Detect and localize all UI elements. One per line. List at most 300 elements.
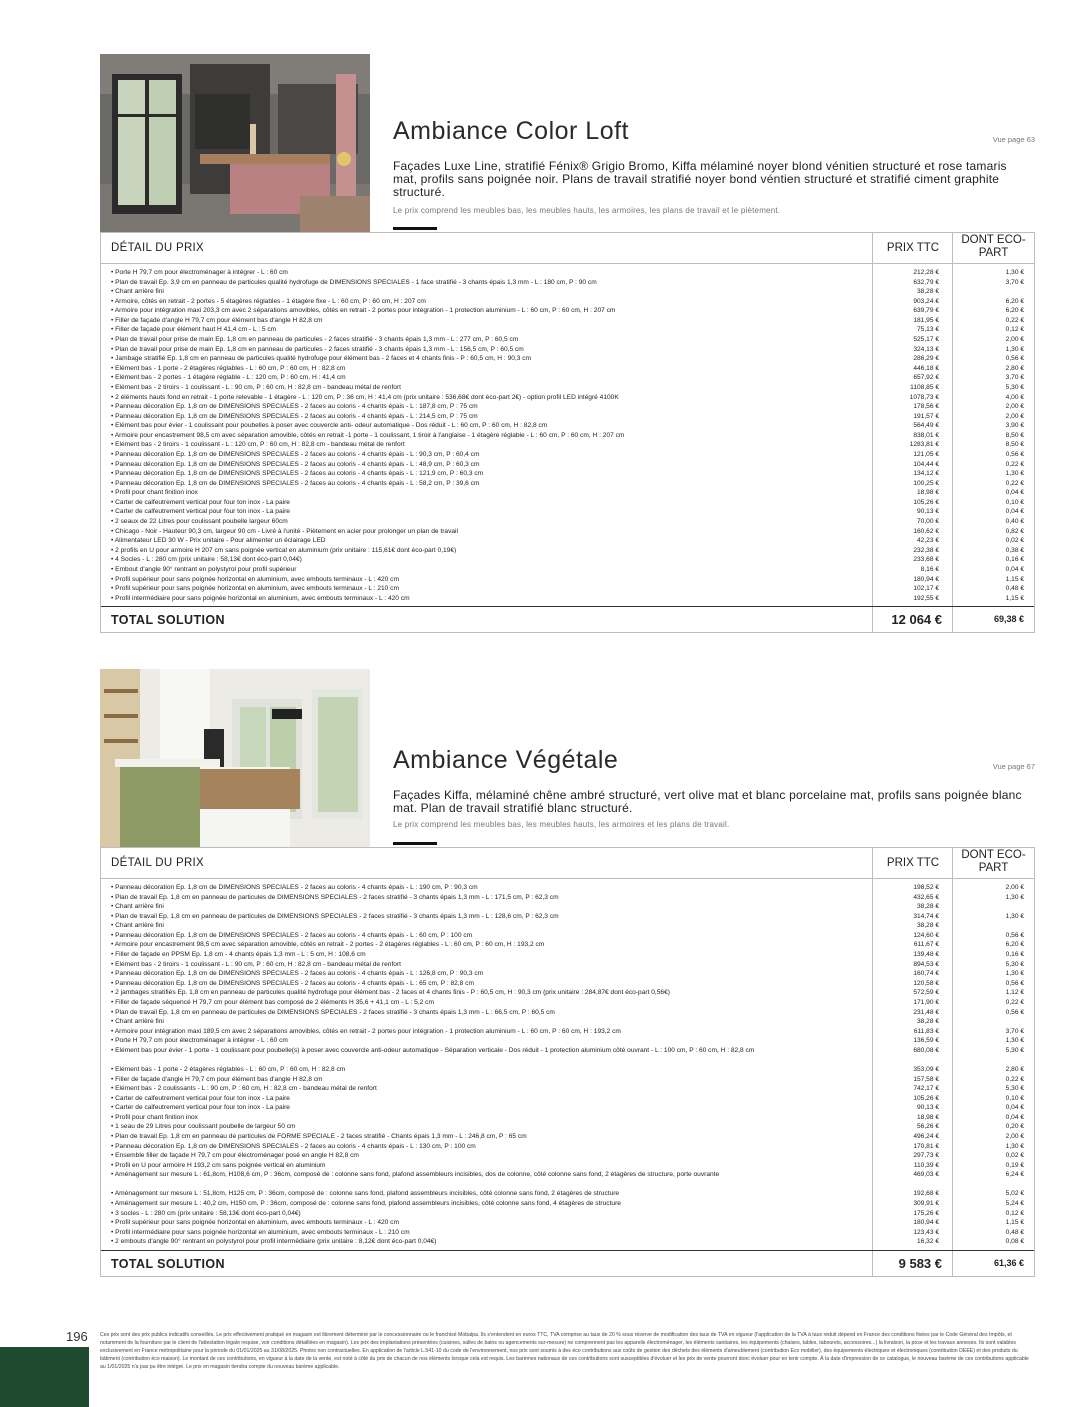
table-row [101,902,1034,912]
table-row [101,960,1034,970]
row-description: • Alimentateur LED 30 W - Prix unitaire - Pour alimenter un éclairage LED [111,537,326,545]
row-price: 123,43 € [913,1228,939,1236]
row-eco-part: 2,00 € [1005,412,1024,420]
row-description: • 2 jambages stratifiés Ep. 1,8 cm en panneau de particules qualité hydrofuge pour élément bas - 2 faces et 4 chants finis - P : 60,5 cm, H : 90,3 cm (prix unitaire : 284,87€ dont éco-part 0,56€) [111,989,670,997]
table-row [101,940,1034,950]
row-eco-part: 0,10 € [1005,498,1024,506]
row-description: • Elément bas - 2 tiroirs - 1 coulissant - L : 120 cm, P : 60 cm, H : 82,8 cm - bandeau métal de renfort [111,441,405,449]
row-description: • Ensemble filler de façade H 79,7 cm pour électroménager posé en angle H 82,8 cm [111,1152,359,1160]
row-description: • Plan de travail Ep. 1,8 cm en panneau de particules de FORME SPECIALE - 2 faces stratifié - Chants épais 1,3 mm - L : 246,8 cm, P : 65 cm [111,1132,527,1140]
row-description: • Porte H 79,7 cm pour électroménager à intégrer - L : 60 cm [111,269,288,276]
row-price: 233,68 € [913,556,939,564]
table-row [101,373,1034,383]
row-eco-part: 0,56 € [1005,1008,1024,1016]
table-row [101,383,1034,393]
row-price: 231,48 € [913,1008,939,1016]
header-price: PRIX TTC [872,233,953,263]
row-eco-part: 5,02 € [1005,1190,1024,1198]
row-eco-part: 1,30 € [1005,1142,1024,1150]
table-row [101,354,1034,364]
table-row [101,335,1034,345]
table-row [101,1075,1034,1085]
row-eco-part: 0,56 € [1005,931,1024,939]
row-eco-part: 1,30 € [1005,893,1024,901]
row-eco-part: 0,22 € [1005,460,1024,468]
row-eco-part: 6,20 € [1005,941,1024,949]
header-eco-part: DONT ECO-PART [952,233,1034,263]
row-eco-part: 0,16 € [1005,951,1024,959]
table-row [101,893,1034,903]
table-row [101,998,1034,1008]
row-price: 1283,81 € [909,441,939,449]
row-description: • Chant arrière fini [111,288,164,296]
row-description: • Armoire pour encastrement 98,5 cm avec séparation amovible, côtés en retrait -1 porte - 1 coulissant, 1 tiroir à l'anglaise - 1 étagère réglable - L : 60 cm, P : 60 cm, H : 207 cm [111,431,625,439]
table-row [101,488,1034,498]
row-description: • Panneau décoration Ep. 1,8 cm de DIMENSIONS SPECIALES - 2 faces au coloris - 4 chants épais - L : 126,8 cm, P : 90,3 cm [111,970,484,978]
table-row [101,498,1034,508]
row-price: 104,44 € [913,460,939,468]
row-eco-part: 6,24 € [1005,1171,1024,1179]
row-eco-part: 2,00 € [1005,336,1024,344]
row-eco-part: 0,56 € [1005,355,1024,363]
table-header [101,233,1034,264]
row-price: 38,28 € [917,903,939,911]
row-price: 8,16 € [920,565,939,573]
table-row [101,1132,1034,1142]
row-eco-part: 0,38 € [1005,546,1024,554]
row-description: • Panneau décoration Ep. 1,8 cm de DIMENSIONS SPECIALES - 2 faces au coloris - 4 chants épais - L : 190 cm, P : 90,3 cm [111,884,478,891]
table-row [101,1008,1034,1018]
table-row [101,412,1034,422]
table-row [101,584,1034,594]
price-note: Le prix comprend les meubles bas, les meubles hauts, les armoires, les plans de travail et le piètement. [393,206,781,215]
table-row [101,325,1034,335]
row-price: 136,59 € [913,1037,939,1045]
page-number: 196 [66,1329,88,1344]
row-price: 286,29 € [913,355,939,363]
row-eco-part: 0,10 € [1005,1094,1024,1102]
row-eco-part: 0,56 € [1005,450,1024,458]
row-eco-part: 5,30 € [1005,1046,1024,1054]
row-price: 18,98 € [917,489,939,497]
row-price: 18,98 € [917,1113,939,1121]
table-total [101,1251,1034,1276]
row-description: • Profil en U pour armoire H 193,2 cm sans poignée vertical en aluminium [111,1161,326,1169]
row-description: • Armoire pour intégration maxi 189,5 cm avec 2 séparations amovibles, côtés en retrait - 2 portes pour intégration - 1 protection aluminium - L : 60 cm, P : 60 cm, H : 193,2 cm [111,1027,621,1035]
table-row [101,507,1034,517]
row-eco-part: 1,15 € [1005,1219,1024,1227]
row-price: 680,08 € [913,1046,939,1054]
row-price: 170,81 € [913,1142,939,1150]
table-row [101,1189,1034,1199]
table-row [101,1218,1034,1228]
table-row [101,1017,1034,1027]
row-price: 139,48 € [913,951,939,959]
row-description: • Plan de travail Ep. 1,8 cm en panneau de particules de DIMENSIONS SPECIALES - 2 faces stratifié - 3 chants épais 1,3 mm - L : 66,5 cm, P : 60,5 cm [111,1008,555,1016]
row-price: 121,05 € [913,450,939,458]
row-price: 38,28 € [917,1018,939,1026]
row-price: 742,17 € [913,1085,939,1093]
price-table [100,847,1035,1277]
row-price: 572,59 € [913,989,939,997]
row-price: 110,39 € [913,1161,939,1169]
table-row [101,278,1034,288]
table-row [101,1170,1034,1189]
table-row [101,1151,1034,1161]
row-price: 838,01 € [913,431,939,439]
table-row [101,479,1034,489]
total-label: TOTAL SOLUTION [111,613,225,628]
table-row [101,450,1034,460]
row-eco-part: 5,30 € [1005,383,1024,391]
row-description: • Panneau décoration Ep. 1,8 cm de DIMENSIONS SPECIALES - 2 faces au coloris - 4 chants épais - L : 214,5 cm, P : 75 cm [111,412,478,420]
row-description: • Plan de travail Ep. 1,8 cm en panneau de particules de DIMENSIONS SPECIALES - 2 faces stratifié - 3 chants épais 1,3 mm - L : 128,6 cm, P : 62,3 cm [111,912,559,920]
section-title: Ambiance Végétale [393,746,619,774]
kitchen-photo-color-loft [100,54,370,232]
row-eco-part: 0,40 € [1005,518,1024,526]
row-price: 525,17 € [913,336,939,344]
row-price: 160,62 € [913,527,939,535]
row-description: • 3 socles - L : 280 cm (prix unitaire : 58,13€ dont éco-part 0,04€) [111,1209,301,1217]
row-description: • Profil pour chant finition inox [111,489,198,497]
table-body [101,264,1034,607]
row-eco-part: 8,50 € [1005,441,1024,449]
row-eco-part: 0,22 € [1005,1075,1024,1083]
row-description: • 2 éléments hauts fond en retrait - 1 porte relevable - 1 étagère - L : 120 cm, P : 36 cm, H : 41,4 cm (prix unitaire : 536,68€ dont éco-part 2€) - option profil LED intégré 4100K [111,393,619,401]
row-price: 297,73 € [913,1152,939,1160]
price-note: Le prix comprend les meubles bas, les meubles hauts, les armoires et les plans de travail. [393,820,730,829]
row-description: • Panneau décoration Ep. 1,8 cm de DIMENSIONS SPECIALES - 2 faces au coloris - 4 chants épais - L : 90,3 cm, P : 60,4 cm [111,450,480,458]
row-description: • Armoire pour encastrement 98,5 cm avec séparation amovible, côtés en retrait - 2 portes - 2 étagères réglables - L : 60 cm, P : 60 cm, H : 193,2 cm [111,941,545,949]
header-eco-part: DONT ECO-PART [952,848,1034,878]
table-row [101,1209,1034,1219]
table-body [101,879,1034,1251]
row-description: • Carter de calfeutrement vertical pour four ton inox - La paire [111,1104,290,1112]
row-description: • Panneau décoration Ep. 1,8 cm de DIMENSIONS SPECIALES - 2 faces au coloris - 4 chants épais - L : 130 cm, P : 100 cm [111,1142,476,1150]
row-description: • Panneau décoration Ep. 1,8 cm de DIMENSIONS SPECIALES - 2 faces au coloris - 4 chants épais - L : 65 cm, P : 82,8 cm [111,979,474,987]
row-price: 894,53 € [913,960,939,968]
row-description: • Filler de façade d'angle H 79,7 cm pour élément bas d'angle H 82,8 cm [111,1075,323,1083]
table-row [101,1142,1034,1152]
row-eco-part: 0,48 € [1005,585,1024,593]
row-description: • Panneau décoration Ep. 1,8 cm de DIMENSIONS SPECIALES - 2 faces au coloris - 4 chants épais - L : 187,8 cm, P : 75 cm [111,403,478,411]
row-eco-part: 0,04 € [1005,1113,1024,1121]
row-description: • Elément bas - 2 coulissants - L : 90 cm, P : 60 cm, H : 82,8 cm - bandeau métal de renfort [111,1085,377,1093]
row-description: • Filler de façade d'angle H 79,7 cm pour élément bas d'angle H 82,8 cm [111,316,323,324]
row-eco-part: 1,15 € [1005,594,1024,602]
row-description: • 4 Socles - L : 280 cm (prix unitaire : 58,13€ dont éco-part 0,04€) [111,556,302,564]
row-price: 314,74 € [913,912,939,920]
row-eco-part: 0,20 € [1005,1123,1024,1131]
row-price: 657,92 € [913,374,939,382]
row-description: • Armoire pour intégration maxi 203,3 cm avec 2 séparations amovibles, côtés en retrait - 2 portes pour intégration - 1 protection aluminium - L : 60 cm, P : 60 cm, H : 207 cm [111,307,616,315]
row-eco-part: 0,02 € [1005,537,1024,545]
row-description: • Chicago - Noir - Hauteur 90,3 cm, largeur 90 cm - Livré à l'unité - Piètement en acier pour prolonger un plan de travail [111,527,458,535]
row-price: 324,13 € [913,345,939,353]
row-eco-part: 0,82 € [1005,527,1024,535]
page-reference: Vue page 63 [992,135,1035,144]
table-row [101,1094,1034,1104]
row-description: • Plan de travail Ep. 1,8 cm en panneau de particules de DIMENSIONS SPECIALES - 2 faces stratifié - 3 chants épais 1,3 mm - L : 171,5 cm, P : 62,3 cm [111,893,559,901]
table-row [101,988,1034,998]
row-description: • 2 profils en U pour armoire H 207 cm sans poignée vertical en aluminium (prix unitaire : 115,61€ dont éco-part 0,19€) [111,546,457,554]
total-eco-part: 69,38 € [952,607,1034,632]
table-row [101,297,1034,307]
section-description: Façades Luxe Line, stratifié Fénix® Grigio Bromo, Kiffa mélaminé noyer blond vénitien structuré et rose tamaris mat, profils sans poignée noir. Plans de travail stratifié noyer bond véntien structuré et stratifié ciment graphite structuré. [393,159,1007,199]
table-row [101,1103,1034,1113]
row-price: 353,09 € [913,1065,939,1073]
total-price: 12 064 € [872,607,952,632]
row-price: 432,65 € [913,893,939,901]
row-eco-part: 0,12 € [1005,1209,1024,1217]
row-description: • Aménagement sur mesure L : 51,8cm, H125 cm, P : 36cm, composé de : colonne sans fond, plafond assembleurs incisibles, côté colonne sans fond, 2 étagères de structure [111,1190,620,1198]
row-description: • Armoire, côtés en retrait - 2 portes - 5 étagères réglables - 1 étagère fixe - L : 60 cm, P : 60 cm, H : 207 cm [111,297,426,305]
row-eco-part: 0,08 € [1005,1238,1024,1246]
table-row [101,1046,1034,1065]
table-row [101,1237,1034,1247]
table-row [101,883,1034,893]
row-eco-part: 0,19 € [1005,1161,1024,1169]
row-price: 75,13 € [917,326,939,334]
row-eco-part: 0,12 € [1005,326,1024,334]
row-price: 180,94 € [913,1219,939,1227]
row-description: • 2 embouts d'angle 90° rentrant en polystyrol pour profil intermédiaire (prix unitaire : 8,12€ dont éco-part 0,04€) [111,1238,437,1246]
row-eco-part: 0,04 € [1005,489,1024,497]
table-row [101,1228,1034,1238]
row-description: • Aménagement sur mesure L : 40,2 cm, H150 cm, P : 36cm, composé de : colonne sans fond, plafond assembleurs incisibles, côté colonne sans fond, 4 étagères de structure [111,1199,621,1207]
row-eco-part: 5,30 € [1005,1085,1024,1093]
row-price: 38,28 € [917,288,939,296]
row-eco-part: 1,30 € [1005,470,1024,478]
row-eco-part: 0,04 € [1005,1104,1024,1112]
table-total [101,607,1034,632]
table-row [101,1036,1034,1046]
row-price: 192,55 € [913,594,939,602]
row-eco-part: 0,48 € [1005,1228,1024,1236]
table-row [101,345,1034,355]
legal-footnote: Ces prix sont des prix publics indicatifs conseillés. Le prix effectivement pratiqué en magasin est librement déterminé par le concessionnaire ou le franchisé Mobalpa. Ils s'entendent en euros TTC, TVA comprise au taux de 20 % sous réserve de modification des taux de TVA en vigueur (l'application de la TVA à taux réduit dépend en France des conditions fixées par le Code Général des Impôts, et notamment de la fourniture par le client de l'attestation légale requise, voir conditions détaillées en magasin). Les prix des implantations présentées (cuisines, salles de bains ou agencements sur-mesure) ne comprennent pas les appareils électroménager, les éléments sanitaires, les équipements (chaises, tables, tabourets, accessoires...) la livraison, la pose et les travaux annexes. Ils sont valables exclusivement en France métropolitaine pour la période du 01/01/2025 au 31/08/2025. Photos non contractuelles. En application de l'article L.541-10 du code de l'environnement, nos prix sont soumis à des éco contributions aux coûts de gestion des déchets des éléments d'ameublement (contribution Eco mobilier), des équipements électriques et électroniques (contribution DEEE) et des produits du bâtiment (contribution éco maison). Le montant de ces contributions, en vigueur à la date de la vente, est noté à côté du prix de chacun de nos éléments lorsque cela est requis. Les barèmes nationaux de ces contributions sont susceptibles d'évoluer et les prix de vente pourront donc évoluer pour en tenir compte. À la date d'impression de ce catalogue, le nouveau barème de ces contributions applicable au 1/01/2025 n'a pas pu être intégré. Le prix en magasin tiendra compte du nouveau barème applicable. [100,1332,1029,1370]
row-price: 105,26 € [913,1094,939,1102]
row-eco-part: 3,70 € [1005,1027,1024,1035]
row-eco-part: 5,24 € [1005,1199,1024,1207]
row-price: 446,18 € [913,364,939,372]
row-description: • Jambage stratifié Ep. 1,8 cm en panneau de particules qualité hydrofuge pour élément bas - 2 faces et 4 chants finis - P : 60,5 cm, H : 90,3 cm [111,355,532,363]
row-eco-part: 8,50 € [1005,431,1024,439]
row-eco-part: 1,30 € [1005,269,1024,276]
table-row [101,950,1034,960]
row-eco-part: 2,80 € [1005,364,1024,372]
title-rule [393,227,437,230]
row-price: 212,28 € [913,269,939,276]
row-price: 469,03 € [913,1171,939,1179]
row-description: • Plan de travail pour prise de main Ep. 1,8 cm en panneau de particules - 2 faces stratifié - 3 chants épais 1,3 mm - L : 156,5 cm, P : 60,5 cm [111,345,524,353]
table-row [101,565,1034,575]
row-eco-part: 1,30 € [1005,912,1024,920]
table-row [101,1199,1034,1209]
row-description: • Filler de façade pour élément haut H 41,4 cm - L : 5 cm [111,326,277,334]
row-price: 178,56 € [913,403,939,411]
row-eco-part: 1,30 € [1005,1037,1024,1045]
table-row [101,287,1034,297]
row-eco-part: 0,22 € [1005,316,1024,324]
row-price: 160,74 € [913,970,939,978]
row-eco-part: 3,70 € [1005,278,1024,286]
row-price: 496,24 € [913,1132,939,1140]
row-price: 16,32 € [917,1238,939,1246]
total-label: TOTAL SOLUTION [111,1256,225,1271]
row-eco-part: 6,20 € [1005,297,1024,305]
row-description: • 2 seaux de 22 Litres pour coulissant poubelle largeur 60cm [111,518,288,526]
row-eco-part: 1,12 € [1005,989,1024,997]
table-row [101,1122,1034,1132]
row-price: 180,94 € [913,575,939,583]
total-price: 9 583 € [872,1251,952,1276]
row-eco-part: 0,02 € [1005,1152,1024,1160]
table-row [101,306,1034,316]
table-row [101,536,1034,546]
table-row [101,440,1034,450]
row-price: 70,00 € [917,518,939,526]
row-description: • Chant arrière fini [111,922,164,930]
table-row [101,594,1034,604]
row-description: • Elément bas - 2 portes - 1 étagère réglable - L : 120 cm, P : 60 cm, H : 41,4 cm [111,374,346,382]
row-description: • Carter de calfeutrement vertical pour four ton inox - La paire [111,508,290,516]
row-description: • Panneau décoration Ep. 1,8 cm de DIMENSIONS SPECIALES - 2 faces au coloris - 4 chants épais - L : 121,9 cm, P : 60,3 cm [111,470,484,478]
row-description: • Profil intermédiaire pour sans poignée horizontal en aluminium, avec embouts terminaux - L : 210 cm [111,1228,410,1236]
row-description: • Elément bas - 2 tiroirs - 1 coulissant - L : 90 cm, P : 60 cm, H : 82,8 cm - bandeau métal de renfort [111,383,401,391]
header-detail: DÉTAIL DU PRIX [111,857,205,869]
row-description: • Elément bas pour évier - 1 porte - 1 coulissant pour poubelle(s) à poser avec couvercle anti-odeur automatique - Séparation verticale - Dos réduit - 1 protection aluminium côté ouvrant - L : 100 cm, P : 60 cm, H : 82,8 cm [111,1046,755,1054]
section-title: Ambiance Color Loft [393,117,630,145]
row-description: • Filler de façade en PPSM Ep. 1,8 cm - 4 chants épais 1,3 mm - L : 5 cm, H : 108,6 cm [111,951,366,959]
row-eco-part: 0,04 € [1005,508,1024,516]
row-price: 192,68 € [913,1190,939,1198]
row-eco-part: 2,00 € [1005,403,1024,411]
row-description: • Chant arrière fini [111,903,164,911]
row-price: 232,38 € [913,546,939,554]
row-description: • Profil supérieur pour sans poignée horizontal en aluminium, avec embouts terminaux - L : 420 cm [111,1219,399,1227]
row-price: 191,57 € [913,412,939,420]
table-row [101,527,1034,537]
row-eco-part: 2,00 € [1005,1132,1024,1140]
section-description: Façades Kiffa, mélaminé chêne ambré structuré, vert olive mat et blanc porcelaine mat, profils sans poignée blanc mat. Plan de travail stratifié blanc structuré. [393,788,1022,815]
row-eco-part: 0,04 € [1005,565,1024,573]
table-row [101,316,1034,326]
row-description: • Elément bas - 2 tiroirs - 1 coulissant - L : 90 cm, P : 60 cm, H : 82,8 cm - bandeau métal de renfort [111,960,401,968]
row-eco-part: 2,00 € [1005,884,1024,891]
row-price: 903,24 € [913,297,939,305]
table-row [101,268,1034,278]
row-eco-part: 5,30 € [1005,960,1024,968]
table-row [101,546,1034,556]
table-row [101,364,1034,374]
table-header [101,848,1034,879]
table-row [101,1161,1034,1171]
row-description: • Profil intermédiaire pour sans poignée horizontal en aluminium, avec embouts terminaux - L : 420 cm [111,594,410,602]
row-description: • Aménagement sur mesure L : 61,8cm, H108,6 cm, P : 36cm, composé de : colonne sans fond, plafond assembleurs incisibles, dos de colonne, côté colonne sans fond, 2 étagères de structure, porte ouvrante [111,1171,720,1179]
table-row [101,921,1034,931]
row-price: 175,26 € [913,1209,939,1217]
row-price: 90,13 € [917,508,939,516]
kitchen-photo-vegetale [100,669,370,847]
row-eco-part: 0,22 € [1005,998,1024,1006]
price-table [100,232,1035,633]
header-price: PRIX TTC [872,848,953,878]
table-row [101,421,1034,431]
row-price: 102,17 € [913,585,939,593]
header-detail: DÉTAIL DU PRIX [111,242,205,254]
table-row [101,402,1034,412]
row-eco-part: 1,15 € [1005,575,1024,583]
table-row [101,1027,1034,1037]
row-price: 632,79 € [913,278,939,286]
row-price: 90,13 € [917,1104,939,1112]
row-price: 639,79 € [913,307,939,315]
table-row [101,979,1034,989]
row-price: 105,26 € [913,498,939,506]
row-description: • Profil supérieur pour sans poignée horizontal en aluminium, avec embouts terminaux - L : 210 cm [111,585,399,593]
row-description: • Profil pour chant finition inox [111,1113,198,1121]
row-description: • Panneau décoration Ep. 1,8 cm de DIMENSIONS SPECIALES - 2 faces au coloris - 4 chants épais - L : 48,9 cm, P : 60,3 cm [111,460,480,468]
row-eco-part: 4,00 € [1005,393,1024,401]
row-eco-part: 0,16 € [1005,556,1024,564]
table-row [101,469,1034,479]
row-price: 134,12 € [913,470,939,478]
table-row [101,969,1034,979]
row-description: • Elément bas - 1 porte - 2 étagères réglables - L : 60 cm, P : 60 cm, H : 82,8 cm [111,1065,346,1073]
row-description: • 1 seau de 29 Litres pour coulissant poubelle de largeur 50 cm [111,1123,296,1131]
row-description: • Carter de calfeutrement vertical pour four ton inox - La paire [111,1094,290,1102]
table-row [101,517,1034,527]
row-description: • Embout d'angle 90° rentrant en polystyrol pour profil supérieur [111,565,297,573]
table-row [101,1065,1034,1075]
row-price: 1078,73 € [909,393,939,401]
row-eco-part: 1,30 € [1005,345,1024,353]
row-price: 42,23 € [917,537,939,545]
row-eco-part: 2,80 € [1005,1065,1024,1073]
row-description: • Chant arrière fini [111,1018,164,1026]
row-price: 38,28 € [917,922,939,930]
page-reference: Vue page 67 [992,762,1035,771]
row-description: • Panneau décoration Ep. 1,8 cm de DIMENSIONS SPECIALES - 2 faces au coloris - 4 chants épais - L : 58,2 cm, P : 39,6 cm [111,479,480,487]
row-description: • Plan de travail pour prise de main Ep. 1,8 cm en panneau de particules - 2 faces stratifié - 3 chants épais 1,3 mm - L : 277 cm, P : 60,5 cm [111,336,519,344]
row-price: 124,60 € [913,931,939,939]
row-price: 564,49 € [913,422,939,430]
table-row [101,912,1034,922]
title-rule [393,842,437,845]
row-eco-part: 6,20 € [1005,307,1024,315]
row-price: 1108,85 € [910,383,939,391]
table-row [101,555,1034,565]
row-description: • Carter de calfeutrement vertical pour four ton inox - La paire [111,498,290,506]
row-price: 120,58 € [913,979,939,987]
row-price: 157,58 € [913,1075,939,1083]
row-description: • Plan de travail Ep. 3,9 cm en panneau de particules qualité hydrofuge de DIMENSIONS SPECIALES - 1 face stratifié - 3 chants épais 1,3 mm - L : 180 cm, P : 90 cm [111,278,597,286]
row-description: • Panneau décoration Ep. 1,8 cm de DIMENSIONS SPECIALES - 2 faces au coloris - 4 chants épais - L : 60 cm, P : 100 cm [111,931,473,939]
row-price: 171,90 € [913,998,939,1006]
total-eco-part: 61,36 € [952,1251,1034,1276]
table-row [101,1113,1034,1123]
row-price: 198,52 € [913,884,939,891]
row-description: • Elément bas pour évier - 1 coulissant pour poubelles à poser avec couvercle anti- odeur automatique - Dos réduit - L : 60 cm, P : 60 cm, H : 82,8 cm [111,422,548,430]
row-description: • Filler de façade séquencé H 79,7 cm pour élément bas composé de 2 éléments H 35,6 + 41,1 cm - L : 5,2 cm [111,998,434,1006]
table-row [101,575,1034,585]
row-eco-part: 1,30 € [1005,970,1024,978]
row-price: 309,91 € [913,1199,939,1207]
row-price: 181,95 € [913,316,939,324]
row-price: 611,67 € [913,941,939,949]
table-row [101,431,1034,441]
